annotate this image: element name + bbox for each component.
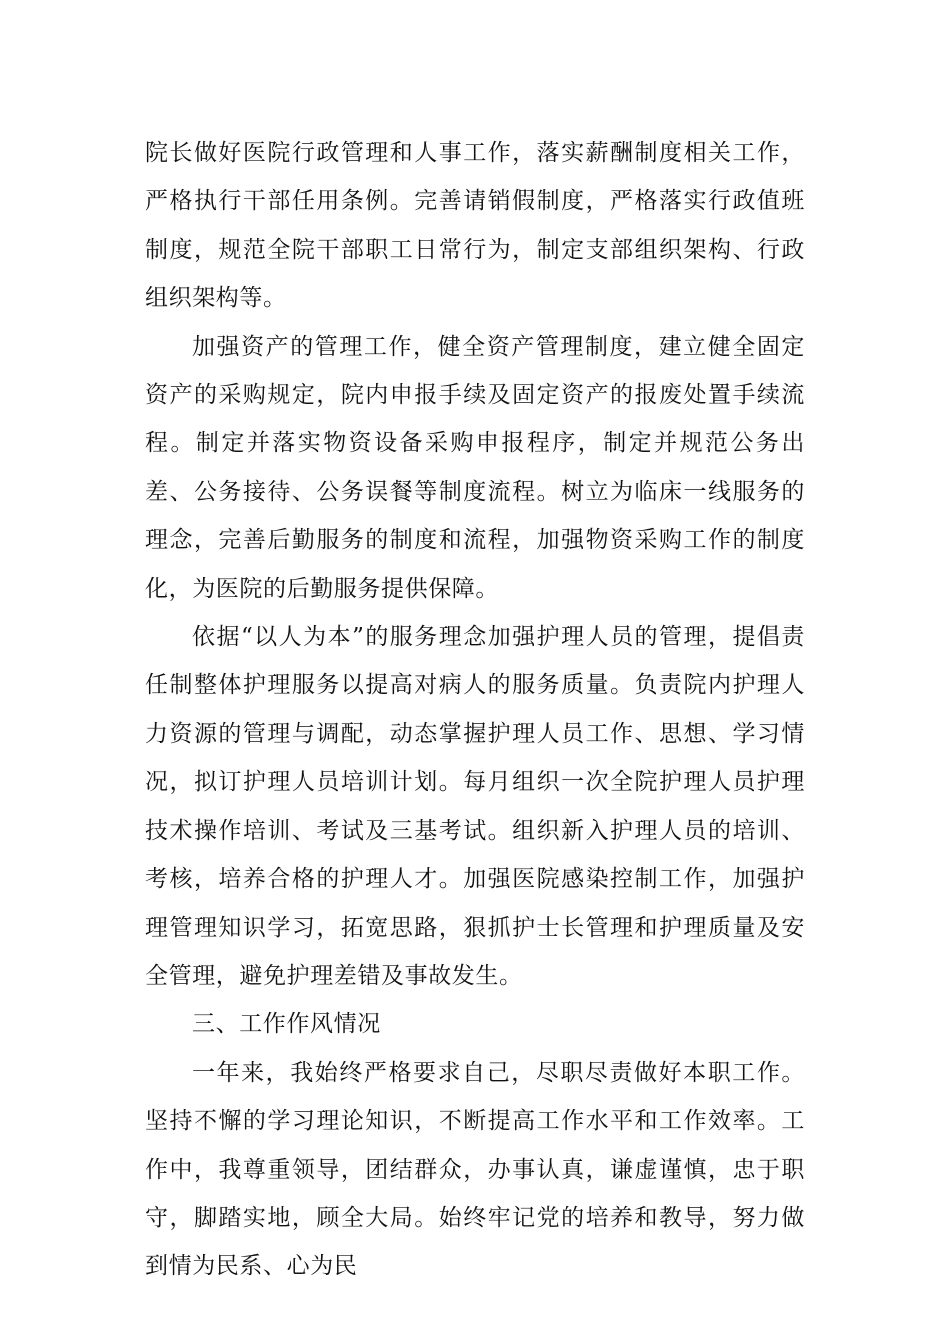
paragraph-admin-hr: 院长做好医院行政管理和人事工作，落实薪酬制度相关工作，严格执行干部任用条例。完善请销假制度，严格落实行政值班制度，规范全院干部职工日常行为，制定支部组织架构、行政组织架构等。 [145,140,805,312]
paragraph-asset-management: 加强资产的管理工作，健全资产管理制度，建立健全固定资产的采购规定，院内申报手续及固定资产的报废处置手续流程。制定并落实物资设备采购申报程序，制定并规范公务出差、公务接待、公务误餐等制度流程。树立为临床一线服务的理念，完善后勤服务的制度和流程，加强物资采购工作的制度化，为医院的后勤服务提供保障。 [145,333,805,602]
document-body [145,129,805,1291]
paragraph-nursing-management: 依据“以人为本”的服务理念加强护理人员的管理，提倡责任制整体护理服务以提高对病人的服务质量。负责院内护理人力资源的管理与调配，动态掌握护理人员工作、思想、学习情况，拟订护理人员培训计划。每月组织一次全院护理人员护理技术操作培训、考试及三基考试。组织新入护理人员的培训、考核，培养合格的护理人才。加强医院感染控制工作，加强护理管理知识学习，拓宽思路，狠抓护士长管理和护理质量及安全管理，避免护理差错及事故发生。 [145,624,805,989]
section-heading-work-style: 三、工作作风情况 [192,1011,381,1038]
paragraph-work-style: 一年来，我始终严格要求自己，尽职尽责做好本职工作。坚持不懈的学习理论知识，不断提高工作水平和工作效率。工作中，我尊重领导，团结群众，办事认真，谦虚谨慎，忠于职守，脚踏实地，顾全大局。始终牢记党的培养和教导，努力做到情为民系、心为民 [145,1059,805,1280]
